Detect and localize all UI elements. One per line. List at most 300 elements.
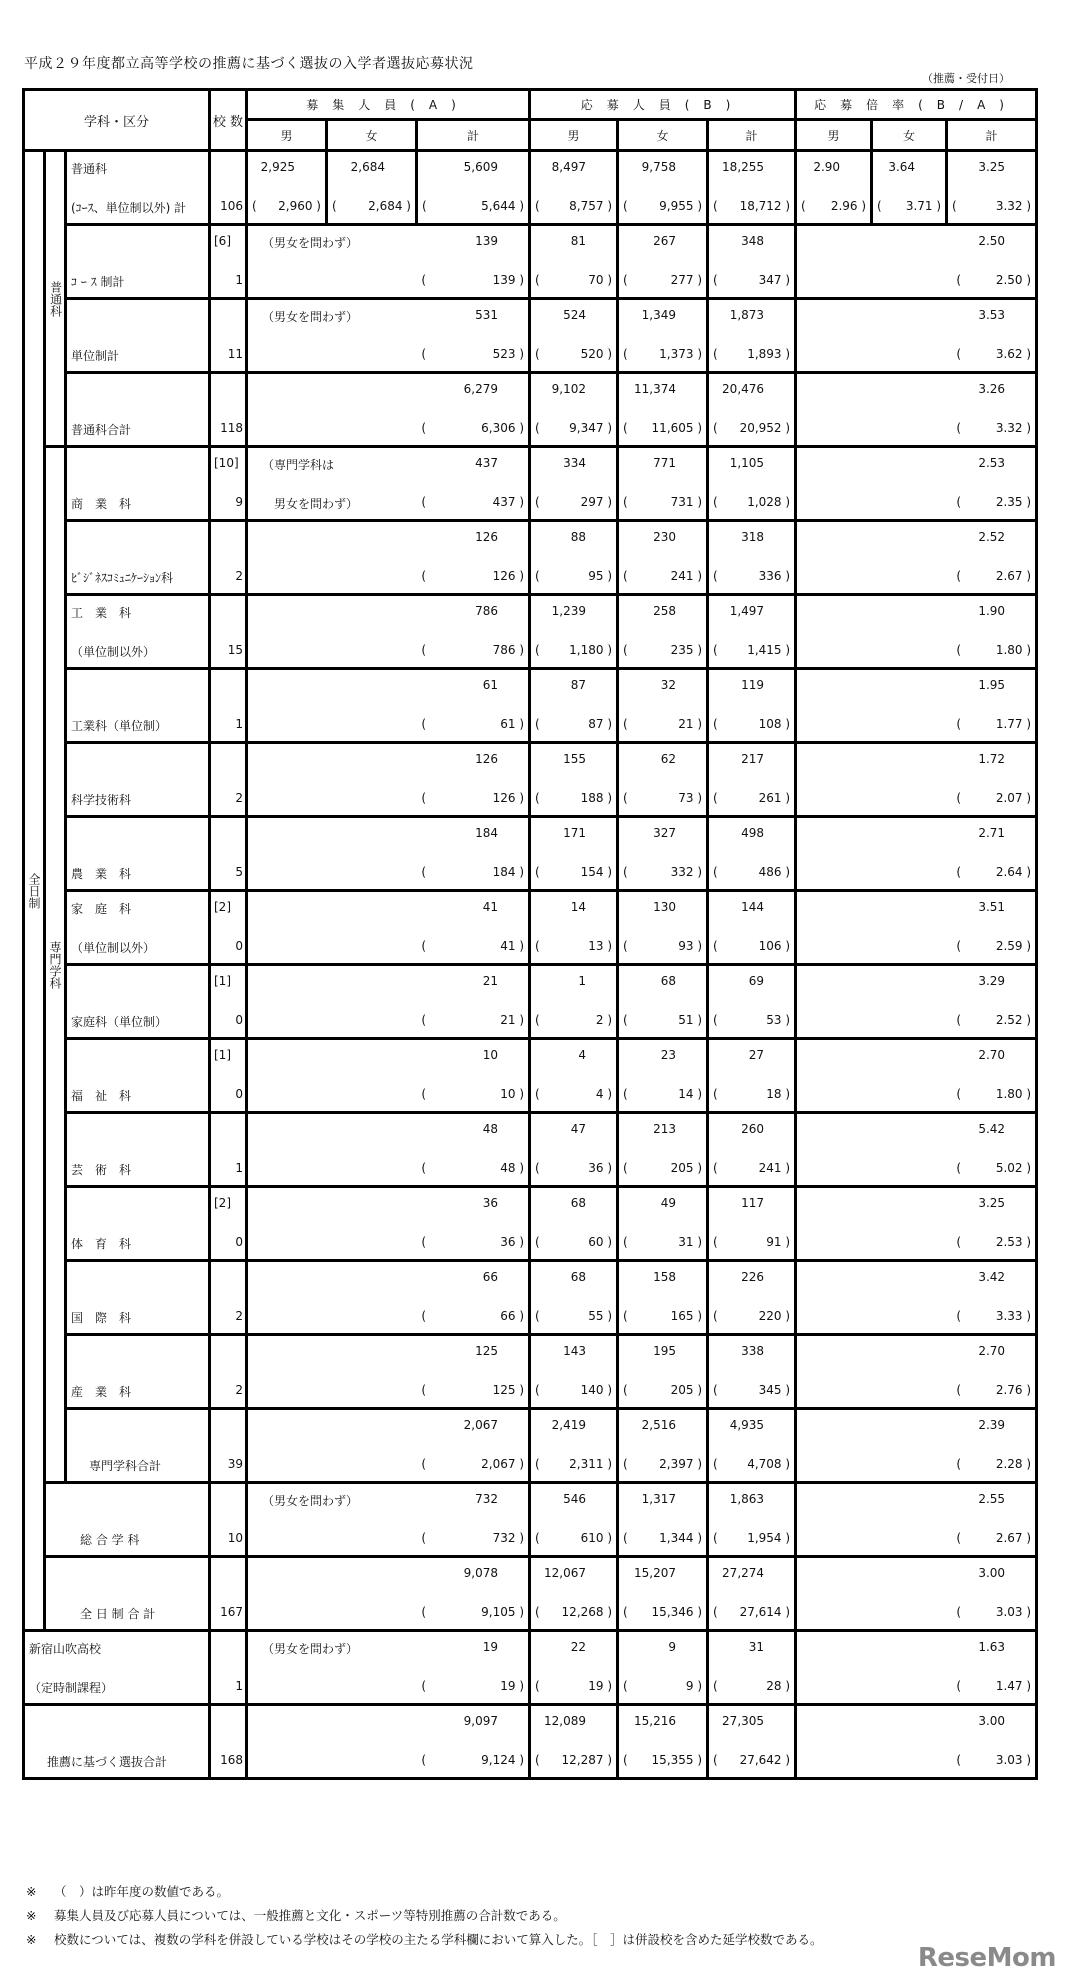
current-value: 41 xyxy=(482,900,499,914)
current-value: 9,078 xyxy=(463,1566,499,1580)
cell-a-t xyxy=(247,1113,530,1187)
previous-year-value: 184 ) xyxy=(492,865,525,879)
previous-year-value: 3.32 ) xyxy=(995,199,1032,213)
school-count-value: 5 xyxy=(235,865,243,879)
row-label-line2: （単位制以外） xyxy=(71,645,156,659)
school-count-value: 167 xyxy=(220,1605,243,1619)
footnotes xyxy=(26,1880,823,1952)
cell-r-t xyxy=(796,743,1037,817)
previous-year-value: 3.33 ) xyxy=(995,1309,1032,1323)
row-label xyxy=(24,1705,210,1779)
open-paren: ( xyxy=(421,1235,427,1249)
row-label-line1: 家 庭 科 xyxy=(71,902,132,916)
applications-table xyxy=(22,88,1038,1780)
previous-year-value: 2,960 ) xyxy=(278,199,321,213)
current-value: 155 xyxy=(563,752,587,766)
row-label-line2: (ｺｰｽ、単位制以外) 計 xyxy=(71,201,187,215)
previous-year-value: 6,306 ) xyxy=(481,421,525,435)
current-value: 3.42 xyxy=(978,1270,1006,1284)
current-value: 260 xyxy=(741,1122,765,1136)
row-label-line2: （定時制課程） xyxy=(29,1681,114,1695)
header-b-men: 男 xyxy=(530,120,618,151)
cell-a-t xyxy=(247,743,530,817)
cell-a-t xyxy=(247,1557,530,1631)
current-value: 771 xyxy=(653,456,677,470)
cell-b-f xyxy=(618,225,708,299)
cell-b-f xyxy=(618,1705,708,1779)
previous-year-value: 126 ) xyxy=(492,791,525,805)
previous-year-value: 9,124 ) xyxy=(481,1753,525,1767)
open-paren: ( xyxy=(623,1235,628,1249)
previous-year-value: 2.67 ) xyxy=(995,569,1032,583)
school-count xyxy=(210,743,247,817)
current-value: 8,497 xyxy=(551,160,587,174)
combined-school-count: [2] xyxy=(214,900,231,914)
cell-b-f xyxy=(618,447,708,521)
previous-year-value: 95 ) xyxy=(588,569,613,583)
previous-year-value: 1.77 ) xyxy=(995,717,1032,731)
table-row xyxy=(24,299,1037,373)
cell-b-m xyxy=(530,299,618,373)
cell-b-t xyxy=(708,151,796,225)
previous-year-value: 27,614 ) xyxy=(739,1605,791,1619)
school-count-value: 9 xyxy=(235,495,243,509)
current-value: 226 xyxy=(741,1270,765,1284)
open-paren: ( xyxy=(535,347,540,361)
current-value: 9 xyxy=(668,1640,677,1654)
open-paren: ( xyxy=(421,273,427,287)
open-paren: ( xyxy=(623,199,628,213)
school-count-value: 1 xyxy=(235,1161,243,1175)
previous-year-value: 125 ) xyxy=(492,1383,525,1397)
previous-year-value: 336 ) xyxy=(758,569,791,583)
open-paren: ( xyxy=(713,1605,718,1619)
row-label-line2: ｺ ｰ ｽ 制計 xyxy=(71,275,125,289)
row-label-line2: 福 祉 科 xyxy=(71,1089,132,1103)
current-value: 3.00 xyxy=(978,1566,1006,1580)
current-value: 1,349 xyxy=(641,308,677,322)
school-count-value: 2 xyxy=(235,1383,243,1397)
open-paren: ( xyxy=(956,1605,962,1619)
current-value: 69 xyxy=(748,974,765,988)
previous-year-value: 345 ) xyxy=(758,1383,791,1397)
row-label-line2: 普通科合計 xyxy=(71,423,132,437)
previous-year-value: 1,180 ) xyxy=(569,643,613,657)
previous-year-value: 2,397 ) xyxy=(659,1457,703,1471)
cell-b-f xyxy=(618,1039,708,1113)
previous-year-value: 297 ) xyxy=(580,495,613,509)
cell-b-m xyxy=(530,225,618,299)
open-paren: ( xyxy=(956,643,962,657)
open-paren: ( xyxy=(956,1309,962,1323)
open-paren: ( xyxy=(535,569,540,583)
previous-year-value: 2.53 ) xyxy=(995,1235,1032,1249)
previous-year-value: 11,605 ) xyxy=(651,421,703,435)
cell-b-m xyxy=(530,1039,618,1113)
current-value: 1,497 xyxy=(729,604,765,618)
cell-b-t xyxy=(708,225,796,299)
current-value: 348 xyxy=(741,234,765,248)
school-count-value: 10 xyxy=(227,1531,243,1545)
table-row xyxy=(24,1113,1037,1187)
open-paren: ( xyxy=(956,1753,962,1767)
previous-year-value: 4,708 ) xyxy=(747,1457,791,1471)
school-count xyxy=(210,1409,247,1483)
open-paren: ( xyxy=(535,421,540,435)
row-label xyxy=(66,151,210,225)
gender-note: （男女を問わず） xyxy=(262,310,359,324)
header-ratio: 応募倍率(B/A) xyxy=(796,90,1037,120)
cell-b-m xyxy=(530,1557,618,1631)
open-paren: ( xyxy=(713,347,718,361)
cell-b-m xyxy=(530,1335,618,1409)
open-paren: ( xyxy=(956,495,962,509)
cell-r-t xyxy=(796,1631,1037,1705)
cell-a-t xyxy=(247,1409,530,1483)
previous-year-value: 91 ) xyxy=(766,1235,791,1249)
previous-year-value: 154 ) xyxy=(580,865,613,879)
previous-year-value: 1,344 ) xyxy=(659,1531,703,1545)
open-paren: ( xyxy=(535,1753,540,1767)
current-value: 1,239 xyxy=(551,604,587,618)
current-value: 18,255 xyxy=(722,160,765,174)
open-paren: ( xyxy=(713,273,718,287)
header-a-men: 男 xyxy=(247,120,327,151)
cell-b-f xyxy=(618,595,708,669)
current-value: 87 xyxy=(570,678,587,692)
current-value: 158 xyxy=(653,1270,677,1284)
table-row xyxy=(24,1631,1037,1705)
school-count xyxy=(210,1261,247,1335)
open-paren: ( xyxy=(421,865,427,879)
header-category: 学科・区分 xyxy=(24,90,210,151)
current-value: 2.53 xyxy=(978,456,1006,470)
table-row xyxy=(24,521,1037,595)
previous-year-value: 786 ) xyxy=(492,643,525,657)
open-paren: ( xyxy=(623,939,628,953)
cell-a-t xyxy=(247,521,530,595)
cell-b-m xyxy=(530,1631,618,1705)
combined-school-count: [1] xyxy=(214,1048,231,1062)
open-paren: ( xyxy=(421,717,427,731)
current-value: 2,516 xyxy=(641,1418,677,1432)
row-label-line2: 家庭科（単位制） xyxy=(71,1015,168,1029)
open-paren: ( xyxy=(956,1383,962,1397)
current-value: 2.90 xyxy=(813,160,841,174)
school-count-value: 1 xyxy=(235,1679,243,1693)
current-value: 2,419 xyxy=(551,1418,587,1432)
cell-r-t xyxy=(796,1261,1037,1335)
open-paren: ( xyxy=(421,1383,427,1397)
open-paren: ( xyxy=(623,865,628,879)
row-label xyxy=(66,1261,210,1335)
previous-year-value: 165 ) xyxy=(670,1309,703,1323)
cell-b-t xyxy=(708,521,796,595)
combined-school-count: [6] xyxy=(214,234,231,248)
previous-year-value: 36 ) xyxy=(588,1161,613,1175)
cell-r-t xyxy=(796,1483,1037,1557)
cell-b-m xyxy=(530,595,618,669)
current-value: 1.63 xyxy=(978,1640,1006,1654)
cell-b-t xyxy=(708,1631,796,1705)
previous-year-value: 1.80 ) xyxy=(995,1087,1032,1101)
cell-a-t xyxy=(247,1335,530,1409)
gender-note: （専門学科は xyxy=(262,458,335,472)
row-label xyxy=(66,891,210,965)
current-value: 524 xyxy=(563,308,587,322)
open-paren: ( xyxy=(713,1013,718,1027)
open-paren: ( xyxy=(713,791,718,805)
previous-year-value: 15,346 ) xyxy=(651,1605,703,1619)
current-value: 267 xyxy=(653,234,677,248)
cell-b-f xyxy=(618,965,708,1039)
row-label xyxy=(66,817,210,891)
current-value: 10 xyxy=(482,1048,499,1062)
previous-year-value: 2,684 ) xyxy=(368,199,411,213)
combined-school-count: [2] xyxy=(214,1196,231,1210)
open-paren: ( xyxy=(421,1309,427,1323)
cell-b-f xyxy=(618,1113,708,1187)
current-value: 786 xyxy=(475,604,499,618)
previous-year-value: 3.62 ) xyxy=(995,347,1032,361)
current-value: 117 xyxy=(741,1196,765,1210)
current-value: 5,609 xyxy=(463,160,499,174)
resemom-logo: ReseMom xyxy=(917,1943,1056,1973)
row-label xyxy=(66,1335,210,1409)
cell-b-f xyxy=(618,521,708,595)
current-value: 12,089 xyxy=(544,1714,587,1728)
current-value: 1,873 xyxy=(729,308,765,322)
previous-year-value: 60 ) xyxy=(588,1235,613,1249)
open-paren: ( xyxy=(535,273,540,287)
open-paren: ( xyxy=(535,1383,540,1397)
previous-year-value: 55 ) xyxy=(588,1309,613,1323)
previous-year-value: 8,757 ) xyxy=(569,199,613,213)
school-count xyxy=(210,1705,247,1779)
cell-b-t xyxy=(708,1187,796,1261)
current-value: 139 xyxy=(475,234,499,248)
current-value: 195 xyxy=(653,1344,677,1358)
previous-year-value: 9,347 ) xyxy=(569,421,613,435)
open-paren: ( xyxy=(623,495,628,509)
open-paren: ( xyxy=(535,1605,540,1619)
cell-a-t xyxy=(247,373,530,447)
cell-b-t xyxy=(708,1705,796,1779)
current-value: 15,207 xyxy=(634,1566,677,1580)
cell-b-f xyxy=(618,1483,708,1557)
row-label xyxy=(24,1631,210,1705)
row-label-line2: 国 際 科 xyxy=(71,1311,132,1325)
open-paren: ( xyxy=(535,199,540,213)
previous-year-value: 1,415 ) xyxy=(747,643,791,657)
previous-year-value: 61 ) xyxy=(500,717,525,731)
current-value: 3.53 xyxy=(978,308,1006,322)
cell-b-f xyxy=(618,1631,708,1705)
table-row xyxy=(24,225,1037,299)
current-value: 1,863 xyxy=(729,1492,765,1506)
school-count-value: 15 xyxy=(227,643,243,657)
current-value: 732 xyxy=(475,1492,499,1506)
previous-year-value: 610 ) xyxy=(580,1531,613,1545)
previous-year-value: 731 ) xyxy=(670,495,703,509)
row-label-line2: 推薦に基づく選抜合計 xyxy=(47,1755,168,1769)
cell-b-t xyxy=(708,1483,796,1557)
current-value: 36 xyxy=(482,1196,499,1210)
previous-year-value: 520 ) xyxy=(580,347,613,361)
school-count xyxy=(210,1187,247,1261)
school-count xyxy=(210,225,247,299)
open-paren: ( xyxy=(535,1679,540,1693)
previous-year-value: 437 ) xyxy=(492,495,525,509)
current-value: 171 xyxy=(563,826,587,840)
open-paren: ( xyxy=(535,1531,540,1545)
previous-year-value: 2.67 ) xyxy=(995,1531,1032,1545)
open-paren: ( xyxy=(535,643,540,657)
cell-b-f xyxy=(618,1187,708,1261)
row-label xyxy=(66,373,210,447)
current-value: 31 xyxy=(748,1640,765,1654)
open-paren: ( xyxy=(623,273,628,287)
open-paren: ( xyxy=(956,865,962,879)
open-paren: ( xyxy=(713,1309,718,1323)
table-row xyxy=(24,151,1037,225)
table-row xyxy=(24,669,1037,743)
previous-year-value: 18 ) xyxy=(766,1087,791,1101)
open-paren: ( xyxy=(535,791,540,805)
cell-b-m xyxy=(530,1113,618,1187)
open-paren: ( xyxy=(421,939,427,953)
cell-b-f xyxy=(618,891,708,965)
current-value: 5.42 xyxy=(978,1122,1006,1136)
current-value: 48 xyxy=(482,1122,499,1136)
current-value: 531 xyxy=(475,308,499,322)
cell-b-m xyxy=(530,521,618,595)
previous-year-value: 1,893 ) xyxy=(747,347,791,361)
header-a-total: 計 xyxy=(417,120,530,151)
cell-b-t xyxy=(708,1409,796,1483)
open-paren: ( xyxy=(713,569,718,583)
school-count-value: 1 xyxy=(235,273,243,287)
gender-note-2: 男女を問わず） xyxy=(274,497,359,511)
cell-b-f xyxy=(618,151,708,225)
header-r-total: 計 xyxy=(947,120,1037,151)
current-value: 334 xyxy=(563,456,587,470)
open-paren: ( xyxy=(535,1161,540,1175)
current-value: 1.95 xyxy=(978,678,1006,692)
previous-year-value: 9,105 ) xyxy=(481,1605,525,1619)
cell-r-t xyxy=(796,1039,1037,1113)
current-value: 338 xyxy=(741,1344,765,1358)
previous-year-value: 15,355 ) xyxy=(651,1753,703,1767)
current-value: 19 xyxy=(482,1640,499,1654)
previous-year-value: 10 ) xyxy=(500,1087,525,1101)
school-count xyxy=(210,965,247,1039)
current-value: 184 xyxy=(475,826,499,840)
cell-b-f xyxy=(618,1557,708,1631)
open-paren: ( xyxy=(252,199,257,213)
open-paren: ( xyxy=(422,199,427,213)
open-paren: ( xyxy=(623,1383,628,1397)
school-count-value: 0 xyxy=(235,1087,243,1101)
current-value: 2.55 xyxy=(978,1492,1006,1506)
open-paren: ( xyxy=(623,1531,628,1545)
row-label-line2: 商 業 科 xyxy=(71,497,132,511)
footnote: ※ 校数については、複数の学科を併設している学校はその学校の主たる学科欄において算入した。［ ］は併設校を含めた延学校数である。 xyxy=(26,1932,823,1947)
current-value: 27 xyxy=(748,1048,765,1062)
previous-year-value: 139 ) xyxy=(492,273,525,287)
open-paren: ( xyxy=(713,865,718,879)
open-paren: ( xyxy=(623,717,628,731)
previous-year-value: 241 ) xyxy=(758,1161,791,1175)
page-title: 平成２９年度都立高等学校の推薦に基づく選抜の入学者選抜応募状況 xyxy=(24,56,474,72)
reception-note: （推薦・受付日） xyxy=(922,72,1010,85)
open-paren: ( xyxy=(956,1087,962,1101)
row-label xyxy=(45,1483,210,1557)
open-paren: ( xyxy=(623,643,628,657)
current-value: 130 xyxy=(653,900,677,914)
current-value: 27,305 xyxy=(722,1714,765,1728)
previous-year-value: 19 ) xyxy=(588,1679,613,1693)
previous-year-value: 12,287 ) xyxy=(561,1753,613,1767)
school-count-value: 118 xyxy=(220,421,243,435)
cell-b-t xyxy=(708,891,796,965)
current-value: 11,374 xyxy=(634,382,677,396)
open-paren: ( xyxy=(956,1235,962,1249)
previous-year-value: 18,712 ) xyxy=(739,199,791,213)
open-paren: ( xyxy=(535,1087,540,1101)
current-value: 9,102 xyxy=(551,382,587,396)
table-row xyxy=(24,595,1037,669)
open-paren: ( xyxy=(535,1457,540,1471)
open-paren: ( xyxy=(956,1679,962,1693)
previous-year-value: 523 ) xyxy=(492,347,525,361)
previous-year-value: 2 ) xyxy=(595,1013,613,1027)
previous-year-value: 73 ) xyxy=(678,791,703,805)
school-count xyxy=(210,1631,247,1705)
open-paren: ( xyxy=(713,717,718,731)
current-value: 3.51 xyxy=(978,900,1006,914)
row-label xyxy=(66,1409,210,1483)
cell-b-f xyxy=(618,817,708,891)
current-value: 68 xyxy=(570,1270,587,1284)
school-count-value: 168 xyxy=(220,1753,243,1767)
cell-r-t xyxy=(796,299,1037,373)
previous-year-value: 2.52 ) xyxy=(995,1013,1032,1027)
previous-year-value: 70 ) xyxy=(588,273,613,287)
open-paren: ( xyxy=(713,1383,718,1397)
cell-b-t xyxy=(708,743,796,817)
current-value: 2.70 xyxy=(978,1048,1006,1062)
school-count xyxy=(210,1557,247,1631)
footnote: ※ （ ）は昨年度の数値である。 xyxy=(26,1884,230,1899)
open-paren: ( xyxy=(713,1531,718,1545)
cell-b-f xyxy=(618,299,708,373)
previous-year-value: 93 ) xyxy=(678,939,703,953)
cell-b-t xyxy=(708,595,796,669)
open-paren: ( xyxy=(956,1531,962,1545)
header-school-count: 校 数 xyxy=(210,90,247,151)
cell-b-t xyxy=(708,299,796,373)
current-value: 2,067 xyxy=(463,1418,499,1432)
current-value: 68 xyxy=(660,974,677,988)
group-label-futsuka: 普通科 xyxy=(45,151,66,447)
cell-b-m xyxy=(530,1483,618,1557)
previous-year-value: 205 ) xyxy=(670,1161,703,1175)
school-count xyxy=(210,299,247,373)
cell-b-f xyxy=(618,669,708,743)
cell-b-m xyxy=(530,373,618,447)
cell-r-t xyxy=(796,1409,1037,1483)
